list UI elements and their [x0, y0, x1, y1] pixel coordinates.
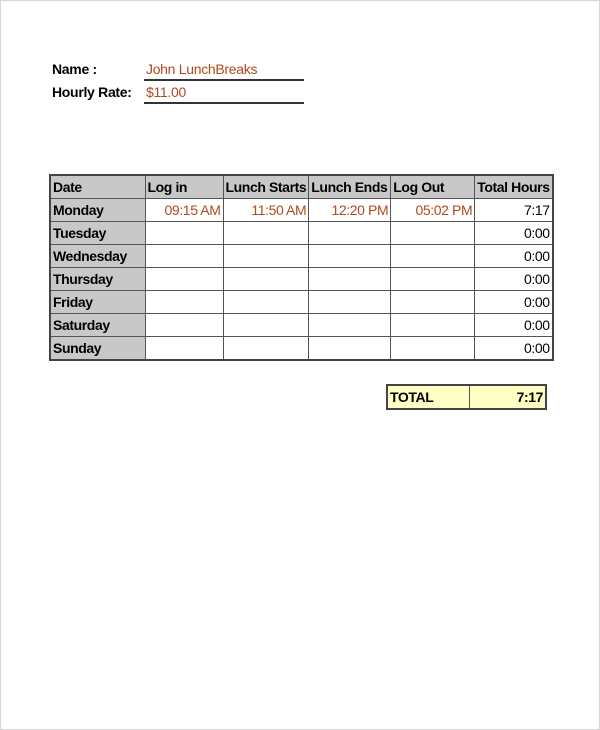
day-cell: Sunday	[50, 337, 145, 361]
table-row	[50, 245, 553, 268]
log-out-cell[interactable]	[391, 291, 475, 314]
lunch-start-cell[interactable]: 11:50 AM	[223, 199, 309, 222]
lunch-start-cell[interactable]	[223, 314, 309, 337]
header-log-out: Log Out	[391, 175, 475, 199]
log-out-cell[interactable]	[391, 314, 475, 337]
lunch-start-cell[interactable]	[223, 337, 309, 361]
rate-label: Hourly Rate:	[52, 84, 132, 100]
header-lunch-starts: Lunch Starts	[223, 175, 309, 199]
header-row	[50, 175, 553, 199]
log-in-cell[interactable]	[145, 314, 223, 337]
name-value[interactable]: John LunchBreaks	[144, 59, 304, 81]
log-out-cell[interactable]	[391, 337, 475, 361]
total-hours-cell: 0:00	[475, 337, 553, 361]
header-lunch-ends: Lunch Ends	[309, 175, 391, 199]
lunch-end-cell[interactable]	[309, 337, 391, 361]
table-row	[50, 222, 553, 245]
lunch-end-cell[interactable]: 12:20 PM	[309, 199, 391, 222]
lunch-end-cell[interactable]	[309, 291, 391, 314]
day-cell: Saturday	[50, 314, 145, 337]
table-row	[50, 291, 553, 314]
log-in-cell[interactable]	[145, 337, 223, 361]
rate-value[interactable]: $11.00	[144, 82, 304, 104]
total-hours-cell: 0:00	[475, 245, 553, 268]
lunch-start-cell[interactable]	[223, 245, 309, 268]
lunch-end-cell[interactable]	[309, 268, 391, 291]
header-log-in: Log in	[145, 175, 223, 199]
log-out-cell[interactable]	[391, 222, 475, 245]
total-hours-cell: 7:17	[475, 199, 553, 222]
header-date: Date	[50, 175, 145, 199]
name-label: Name :	[52, 61, 97, 77]
log-out-cell[interactable]	[391, 245, 475, 268]
total-value: 7:17	[469, 385, 546, 409]
log-in-cell[interactable]	[145, 245, 223, 268]
day-cell: Thursday	[50, 268, 145, 291]
header-total-hours: Total Hours	[475, 175, 553, 199]
table-row	[50, 199, 553, 222]
total-hours-cell: 0:00	[475, 222, 553, 245]
log-in-cell[interactable]	[145, 291, 223, 314]
log-in-cell[interactable]: 09:15 AM	[145, 199, 223, 222]
lunch-start-cell[interactable]	[223, 268, 309, 291]
table-row	[50, 268, 553, 291]
table-row	[50, 337, 553, 361]
total-label: TOTAL	[387, 385, 469, 409]
lunch-start-cell[interactable]	[223, 291, 309, 314]
log-in-cell[interactable]	[145, 268, 223, 291]
timesheet-table	[49, 174, 554, 361]
total-hours-cell: 0:00	[475, 314, 553, 337]
lunch-end-cell[interactable]	[309, 245, 391, 268]
day-cell: Tuesday	[50, 222, 145, 245]
total-hours-cell: 0:00	[475, 291, 553, 314]
lunch-start-cell[interactable]	[223, 222, 309, 245]
total-box	[386, 384, 547, 410]
log-in-cell[interactable]	[145, 222, 223, 245]
total-row	[387, 385, 546, 409]
log-out-cell[interactable]: 05:02 PM	[391, 199, 475, 222]
log-out-cell[interactable]	[391, 268, 475, 291]
day-cell: Friday	[50, 291, 145, 314]
day-cell: Monday	[50, 199, 145, 222]
day-cell: Wednesday	[50, 245, 145, 268]
total-hours-cell: 0:00	[475, 268, 553, 291]
lunch-end-cell[interactable]	[309, 314, 391, 337]
lunch-end-cell[interactable]	[309, 222, 391, 245]
table-row	[50, 314, 553, 337]
